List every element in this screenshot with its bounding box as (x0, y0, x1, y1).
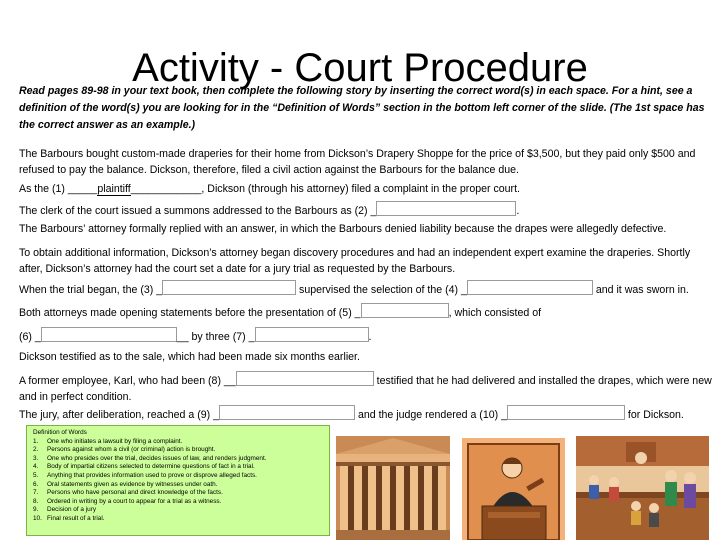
definition-item (31, 463, 325, 472)
story-text: . (368, 331, 372, 343)
story-text: A former employee, Karl, who had been (8) __ (19, 375, 236, 387)
story-text: . (516, 205, 520, 217)
story-text: ____________, Dickson (through his attorney) filed a complaint in the proper court. (130, 183, 520, 195)
story-line-8 (19, 371, 713, 405)
story-paragraph-5: To obtain additional information, Dickson’s attorney began discovery procedures and had an independent expert examine the draperies. Shortly after, Dickson’s attorney had the court set a date for a jury trial as requested by the Barbours. (19, 247, 691, 275)
story-text: testified that he had delivered and installed the drapes, which were new and in perfect condition. (19, 375, 712, 403)
definition-number: 7. (33, 489, 39, 497)
answer-blank-7[interactable] (255, 327, 369, 342)
definition-number: 4. (33, 463, 39, 471)
answer-blank-4[interactable] (467, 280, 593, 295)
definition-number: 5. (33, 471, 39, 479)
definitions-box (26, 425, 330, 536)
definition-number: 3. (33, 454, 39, 462)
definition-text: Decision of a jury (47, 506, 97, 514)
answer-blank-10[interactable] (507, 405, 625, 420)
answer-blank-5[interactable] (361, 303, 449, 318)
page-title: Activity - Court Procedure (132, 46, 588, 90)
definition-number: 1. (33, 437, 39, 445)
story-text: supervised the selection of the (4) _ (296, 284, 467, 296)
story-text: __ by three (7) _ (176, 331, 255, 343)
definition-text: Anything that provides information used to prove or disprove alleged facts. (47, 471, 257, 479)
story-line-4 (19, 280, 713, 298)
definition-item (31, 438, 325, 447)
definition-item (31, 446, 325, 455)
definition-text: One who presides over the trial, decides issues of law, and renders judgment. (47, 454, 267, 462)
definition-item (31, 472, 325, 481)
story-line-9 (19, 405, 713, 423)
story-line-1 (19, 181, 713, 197)
story-text: When the trial began, the (3) _ (19, 284, 163, 296)
definition-item (31, 506, 325, 515)
instructions: Read pages 89-98 in your text book, then complete the following story by inserting the correct word(s) in each space. For a hint, see a definition of the word(s) you are looking for in the “Definition of Words” section in the bottom left corner of the slide. (The 1st space has the correct answer as an example.) (19, 85, 705, 131)
answer-blank-9[interactable] (219, 405, 355, 420)
definition-text: Persons who have personal and direct knowledge of the facts. (47, 489, 223, 497)
story-text: The jury, after deliberation, reached a (9) _ (19, 409, 220, 421)
definition-item (31, 489, 325, 498)
story-text: Both attorneys made opening statements before the presentation of (5) _ (19, 307, 361, 319)
definition-number: 10. (33, 514, 42, 522)
judge-gavel-image (462, 438, 565, 540)
definition-text: Final result of a trial. (47, 514, 105, 522)
story-text: As the (1) _____ (19, 183, 98, 195)
story-paragraph-1: The Barbours bought custom-made draperies for their home from Dickson’s Drapery Shoppe for the price of $3,500, but they paid only $500 and refused to pay the balance. Dickson, therefore, filed a civil action against the Barbours for the balance due. (19, 148, 696, 176)
supreme-court-building-image (336, 436, 450, 540)
story-text: , which consisted of (448, 307, 542, 319)
courtroom-scene-image (576, 436, 709, 540)
story-line-5 (19, 303, 713, 321)
definition-text: Body of impartial citizens selected to determine questions of fact in a trial. (47, 463, 255, 471)
definition-text: One who initiates a lawsuit by filing a complaint. (47, 437, 183, 445)
story-text: for Dickson. (624, 409, 684, 421)
story-text: and it was sworn in. (592, 284, 689, 296)
story-text: and the judge rendered a (10) _ (355, 409, 507, 421)
definition-text: Persons against whom a civil (or criminal) action is brought. (47, 446, 216, 454)
definition-text: Ordered in writing by a court to appear for a trial as a witness. (47, 497, 222, 505)
story-line-6 (19, 327, 713, 345)
definition-number: 2. (33, 446, 39, 454)
answer-blank-8[interactable] (236, 371, 374, 386)
definitions-heading: Definition of Words (33, 429, 87, 436)
story-line-2 (19, 201, 713, 219)
definition-item (31, 498, 325, 507)
definition-number: 6. (33, 480, 39, 488)
answer-blank-6[interactable] (41, 327, 177, 342)
answer-blank-2[interactable] (376, 201, 516, 216)
definition-number: 8. (33, 497, 39, 505)
answer-blank-3[interactable] (162, 280, 296, 295)
definition-item (31, 515, 325, 524)
story-text: The clerk of the court issued a summons addressed to the Barbours as (2) _ (19, 205, 377, 217)
answer-example: plaintiff (97, 183, 131, 195)
story-line-7: Dickson testified as to the sale, which had been made six months earlier. (19, 351, 360, 363)
story-line-3: The Barbours’ attorney formally replied with an answer, in which the Barbours denied liability because the drapes were allegedly defective. (19, 223, 667, 235)
story-text: (6) _ (19, 331, 41, 343)
definition-item (31, 481, 325, 490)
definition-text: Oral statements given as evidence by witnesses under oath. (47, 480, 218, 488)
definition-item (31, 455, 325, 464)
definition-number: 9. (33, 506, 39, 514)
